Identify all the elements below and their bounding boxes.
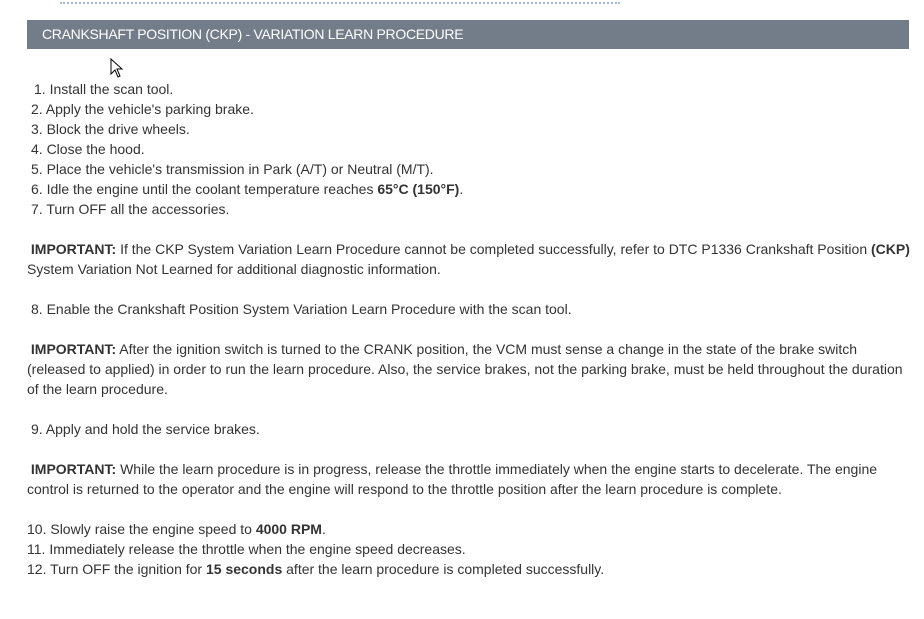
step-12-duration: 15 seconds xyxy=(205,561,283,577)
step-5: 5. Place the vehicle's transmission in Park (A/T) or Neutral (M/T). xyxy=(31,161,434,177)
step-11: 11. Immediately release the throttle when the engine speed decreases. xyxy=(27,541,466,557)
step-10 xyxy=(27,519,912,539)
step-3: 3. Block the drive wheels. xyxy=(31,121,190,137)
step-12-text: 12. Turn OFF the ignition for xyxy=(27,561,206,577)
note-text: System Variation Not Learned for additional diagnostic information. xyxy=(27,261,441,277)
step-6 xyxy=(27,179,912,199)
note-text: After the ignition switch is turned to the CRANK position, the VCM must sense a change in the state of the brake switch (released to applied) in order to run the learn procedure. Also, the service brakes, not the parking brake, must be held throughout the duration of the learn procedure. xyxy=(27,341,903,397)
note-bold: (CKP) xyxy=(871,241,910,257)
important-note-3 xyxy=(27,459,912,499)
section-header: CRANKSHAFT POSITION (CKP) - VARIATION LEARN PROCEDURE xyxy=(27,20,909,49)
step-10-end: . xyxy=(321,521,326,537)
step-8: 8. Enable the Crankshaft Position System Variation Learn Procedure with the scan tool. xyxy=(31,301,572,317)
step-4: 4. Close the hood. xyxy=(31,141,145,157)
step-1: 1. Install the scan tool. xyxy=(34,81,174,97)
note-text: While the learn procedure is in progress, release the throttle immediately when the engine starts to decelerate. The engine control is returned to the operator and the engine will respond to the throttle position after the learn procedure is complete. xyxy=(27,461,878,497)
step-6-end: . xyxy=(459,181,464,197)
important-note-1 xyxy=(27,239,912,279)
mouse-cursor-icon xyxy=(110,58,124,78)
step-10-rpm: 4000 RPM xyxy=(255,521,322,537)
note-text: If the CKP System Variation Learn Procedure cannot be completed successfully, refer to DTC P1336 Crankshaft Position xyxy=(116,241,872,257)
cut-off-link-text[interactable] xyxy=(60,0,620,4)
important-label: IMPORTANT: xyxy=(30,241,117,257)
step-12 xyxy=(27,559,912,579)
important-label: IMPORTANT: xyxy=(30,341,117,357)
important-label: IMPORTANT: xyxy=(30,461,117,477)
step-2: 2. Apply the vehicle's parking brake. xyxy=(31,101,254,117)
procedure-content xyxy=(27,79,912,579)
step-7: 7. Turn OFF all the accessories. xyxy=(31,201,230,217)
important-note-2 xyxy=(27,339,912,399)
step-9: 9. Apply and hold the service brakes. xyxy=(31,421,260,437)
step-6-temp: 65°C (150°F) xyxy=(377,181,460,197)
step-12-end: after the learn procedure is completed successfully. xyxy=(282,561,605,577)
step-6-text: 6. Idle the engine until the coolant temperature reaches xyxy=(31,181,378,197)
step-10-text: 10. Slowly raise the engine speed to xyxy=(27,521,256,537)
